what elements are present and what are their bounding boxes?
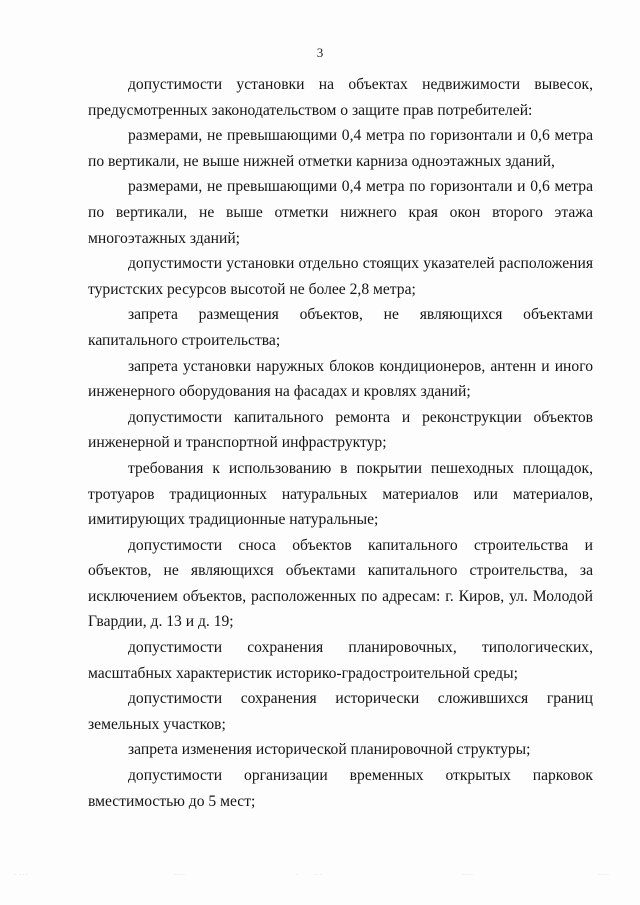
scan-mark: ···· [174,872,186,878]
paragraph: допустимости установки отдельно стоящих указателей расположения туристских ресурсов высотой не более 2,8 метра; [88,255,593,298]
paragraph: размерами, не превышающими 0,4 метра по горизонтали и 0,6 метра по вертикали, не выше нижней отметки карниза одноэтажных зданий, [88,127,593,170]
paragraph: требования к использованию в покрытии пешеходных площадок, тротуаров традиционных натуральных материалов или материалов, имитирующих традиционные натуральные; [88,459,593,529]
scan-mark: ···· [462,872,474,878]
paragraph: допустимости сохранения планировочных, типологических, масштабных характеристик историко-градостроительной среды; [88,639,593,682]
page-number: 3 [316,45,324,60]
document-body [88,72,593,814]
scan-mark: · ··· [14,872,29,878]
paragraph: запрета размещения объектов, не являющихся объектами капитального строительства; [88,306,593,349]
paragraph: запрета установки наружных блоков кондиционеров, антенн и иного инженерного оборудования на фасадах и кровлях зданий; [88,357,593,401]
scan-footer-noise [0,868,640,888]
paragraph: допустимости сохранения исторически сложившихся границ земельных участков; [88,690,593,733]
scan-mark: ··· [314,872,323,878]
paragraph: допустимости сноса объектов капитального строительства и объектов, не являющихся объектами капитального строительства, за исключением объектов, расположенных по адресам: г. Киров, ул. Молодой Гвардии, д. 13 и д. 19; [88,536,593,631]
scan-mark: · [296,872,299,878]
paragraph: допустимости капитального ремонта и реконструкции объектов инженерной и транспортной инфраструктур; [88,408,593,452]
scan-mark: ···· [598,872,610,878]
paragraph: запрета изменения исторической планировочной структуры; [128,741,531,759]
paragraph: размерами, не превышающими 0,4 метра по горизонтали и 0,6 метра по вертикали, не выше отметки нижнего края окон второго этажа многоэтажных зданий; [88,178,593,247]
paragraph: допустимости установки на объектах недвижимости вывесок, предусмотренных законодательством о защите прав потребителей: [88,76,593,119]
paragraph: допустимости организации временных открытых парковок вместимостью до 5 мест; [88,767,593,810]
